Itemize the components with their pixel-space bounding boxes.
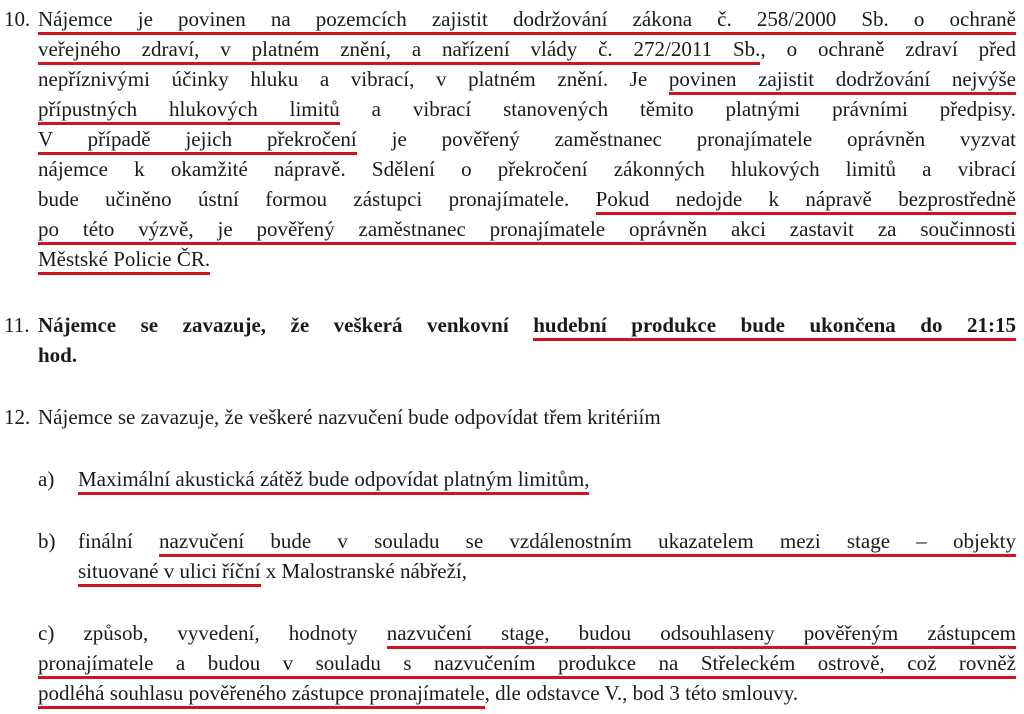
text-span: , dle odstavce V., bod 3 této smlouvy. (484, 681, 799, 705)
paragraph-number: 10. (4, 7, 31, 31)
underlined-text: Pokud nedojde k nápravě bezprostředně (596, 187, 1016, 215)
underlined-text: po této výzvě, je pověřený zaměstnanec pronajímatele oprávněn akci zastavit za součinnosti (38, 217, 1016, 245)
text-line (38, 66, 1016, 92)
underlined-text: V případě jejich překročení (38, 127, 357, 155)
list-label: a) (38, 467, 55, 491)
text-span: x Malostranské nábřeží, (260, 559, 467, 583)
text-line (38, 246, 210, 272)
list-item-c (38, 620, 1016, 646)
underlined-text: nazvučení stage, budou odsouhlaseny pověřeným zástupcem (387, 621, 1016, 649)
list-item-b (78, 528, 1016, 554)
text-span: Nájemce se zavazuje, že veškerá venkovní (38, 313, 534, 337)
text-line: Nájemce se zavazuje, že veškeré nazvučení bude odpovídat třem kritériím (38, 405, 661, 429)
text-line (38, 312, 1016, 338)
paragraph-number: 12. (4, 405, 31, 429)
text-line (38, 186, 1016, 212)
text-span: a vibrací stanovených těmito platnými právními předpisy. (339, 97, 1016, 121)
list-item-a (78, 466, 589, 492)
text-line (38, 650, 1016, 676)
underlined-text: situované v ulici říční (78, 559, 261, 587)
underlined-text: podléhá souhlasu pověřeného zástupce pronajímatele (38, 681, 485, 709)
text-span: c) způsob, vyvedení, hodnoty (38, 621, 387, 645)
underlined-text: Maximální akustická zátěž bude odpovídat platným limitům, (78, 467, 589, 495)
underlined-text: Městské Policie ČR. (38, 247, 210, 275)
text-line (38, 6, 1016, 32)
underlined-text: Nájemce je povinen na pozemcích zajistit dodržování zákona č. 258/2000 Sb. o ochraně (38, 7, 1016, 35)
underlined-text: veřejného zdraví, v platném znění, a nařízení vlády č. 272/2011 Sb. (38, 37, 760, 65)
underlined-text: hudební produkce bude ukončena do 21:15 (533, 313, 1016, 341)
text-line (78, 558, 467, 584)
text-span: je pověřený zaměstnanec pronajímatele oprávněn vyzvat (356, 127, 1016, 151)
underlined-text: pronajímatele a budou v souladu s nazvučením produkce na Střeleckém ostrově, což rovněž (38, 651, 1016, 679)
text-span: bude učiněno ústní formou zástupci pronajímatele. (38, 187, 596, 211)
text-span: nepříznivými účinky hluku a vibrací, v platném znění. Je (38, 67, 669, 91)
text-line: hod. (38, 343, 78, 367)
list-label: b) (38, 529, 56, 553)
text-line: nájemce k okamžité nápravě. Sdělení o překročení zákonných hlukových limitů a vibrací (38, 157, 1016, 181)
text-line (38, 96, 1016, 122)
text-line (38, 126, 1016, 152)
underlined-text: nazvučení bude v souladu se vzdálenostním ukazatelem mezi stage – objekty (159, 529, 1016, 557)
text-line (38, 216, 1016, 242)
text-line (38, 36, 1016, 62)
underlined-text: přípustných hlukových limitů (38, 97, 340, 125)
paragraph-number: 11. (4, 313, 30, 337)
text-line (38, 680, 798, 706)
text-span: finální (78, 529, 160, 553)
text-span: , o ochraně zdraví před (760, 37, 1016, 61)
underlined-text: povinen zajistit dodržování nejvýše (669, 67, 1016, 95)
